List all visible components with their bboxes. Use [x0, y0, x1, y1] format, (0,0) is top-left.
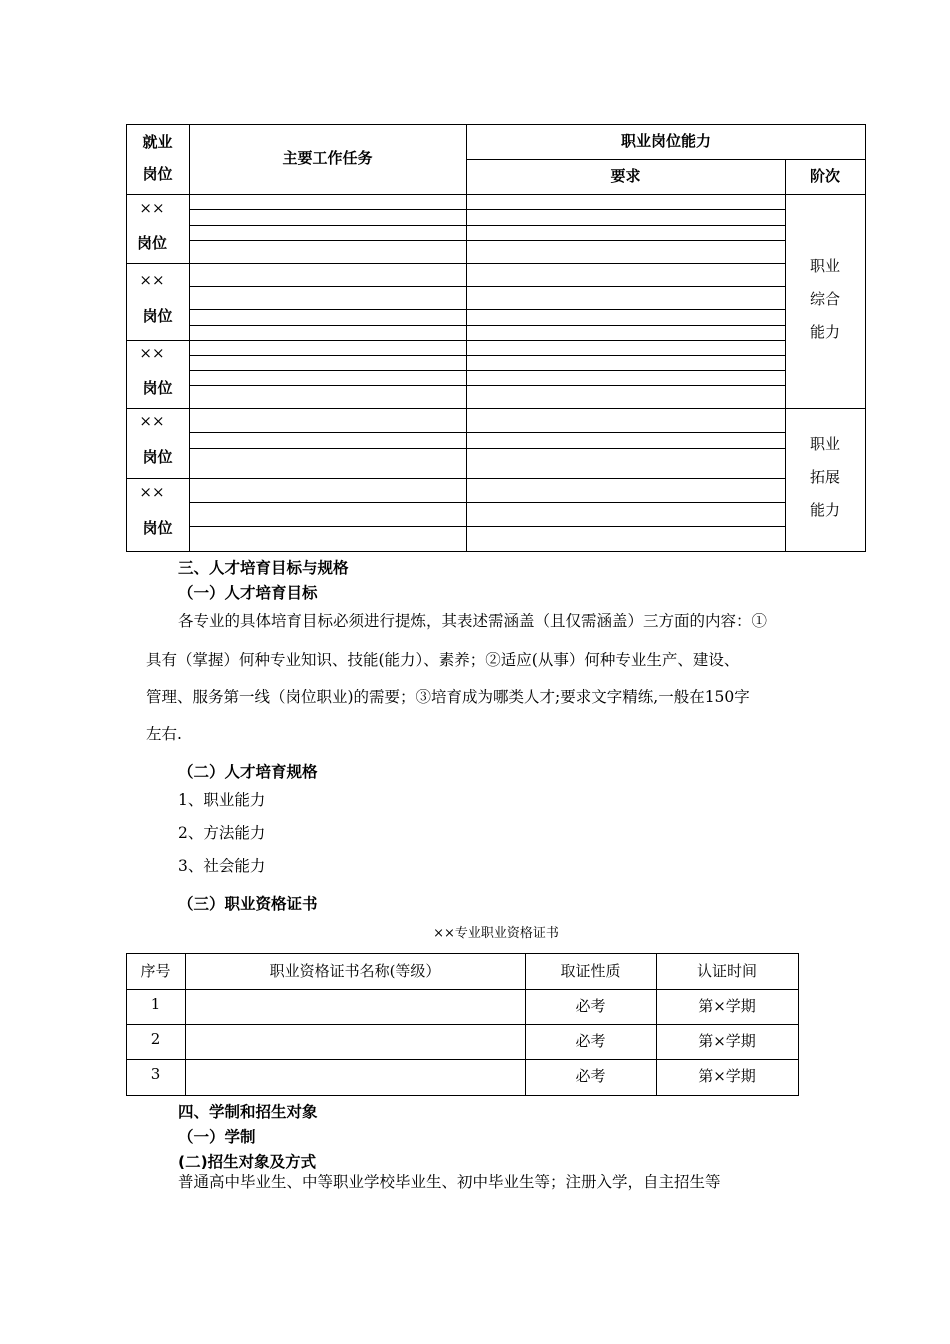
- section4-sub2-title: (二)招生对象及方式: [178, 1153, 317, 1171]
- header-level: 阶次: [809, 167, 840, 185]
- cert-row-2-no: 2: [150, 1030, 161, 1048]
- job-row-2-mark: ××: [139, 271, 165, 289]
- cert-row-1-time: 第×学期: [698, 997, 756, 1015]
- level-group-2-line3: 能力: [809, 501, 840, 519]
- header-requirement: 要求: [610, 167, 641, 185]
- cert-row-3-no: 3: [150, 1065, 161, 1083]
- job-row-4-label: 岗位: [142, 448, 173, 466]
- level-group-2-line2: 拓展: [809, 468, 840, 486]
- cert-row-3-time: 第×学期: [698, 1067, 756, 1085]
- cert-table-caption: ××专业职业资格证书: [433, 926, 559, 941]
- sub2-item-2: 2、方法能力: [178, 824, 266, 842]
- job-row-5-mark: ××: [139, 483, 165, 501]
- sub2-item-1: 1、职业能力: [178, 791, 266, 809]
- cert-row-2-time: 第×学期: [698, 1032, 756, 1050]
- sub1-line-1: 各专业的具体培育目标必须进行提炼，其表述需涵盖（且仅需涵盖）三方面的内容：①: [178, 612, 768, 630]
- cert-row-3-type: 必考: [575, 1067, 606, 1085]
- section3-sub3-title: （三）职业资格证书: [178, 895, 318, 913]
- sub1-line-2: 具有（掌握）何种专业知识、技能(能力）、素养；②适应(从事）何种专业生产、建设、: [146, 651, 740, 669]
- job-row-5-label: 岗位: [142, 519, 173, 537]
- sub1-line-4: 左右.: [146, 725, 182, 743]
- sub1-line-3: 管理、服务第一线（岗位职业)的需要；③培育成为哪类人才;要求文字精练,一般在150字: [146, 688, 750, 706]
- job-row-3-label: 岗位: [142, 379, 173, 397]
- job-row-2-label: 岗位: [142, 307, 173, 325]
- job-row-1-label: 岗位: [136, 234, 167, 252]
- job-row-1-mark: ××: [139, 199, 165, 217]
- cert-header-no: 序号: [140, 962, 171, 980]
- header-task: 主要工作任务: [282, 149, 373, 167]
- level-group-2-line1: 职业: [809, 435, 840, 453]
- section4-sub1-title: （一）学制: [178, 1128, 256, 1146]
- level-group-1-line2: 综合: [809, 290, 840, 308]
- cert-header-name: 职业资格证书名称(等级）: [269, 962, 441, 980]
- level-group-1-line1: 职业: [809, 257, 840, 275]
- section4-title: 四、学制和招生对象: [178, 1103, 318, 1121]
- level-group-1-line3: 能力: [809, 323, 840, 341]
- cert-row-1-type: 必考: [575, 997, 606, 1015]
- sub2-item-3: 3、社会能力: [178, 857, 266, 875]
- job-row-3-mark: ××: [139, 344, 165, 362]
- cert-row-1-no: 1: [150, 995, 161, 1013]
- job-row-4-mark: ××: [139, 412, 165, 430]
- cert-header-type: 取证性质: [560, 962, 621, 980]
- header-job-line2: 岗位: [142, 165, 173, 183]
- header-job-line1: 就业: [142, 133, 173, 151]
- section4-text: 普通高中毕业生、中等职业学校毕业生、初中毕业生等；注册入学，自主招生等: [178, 1173, 721, 1191]
- cert-header-time: 认证时间: [696, 962, 757, 980]
- section3-title: 三、人才培育目标与规格: [178, 559, 349, 577]
- header-ability: 职业岗位能力: [620, 132, 711, 150]
- section3-sub1-title: （一）人才培育目标: [178, 584, 318, 602]
- cert-row-2-type: 必考: [575, 1032, 606, 1050]
- section3-sub2-title: （二）人才培育规格: [178, 763, 318, 781]
